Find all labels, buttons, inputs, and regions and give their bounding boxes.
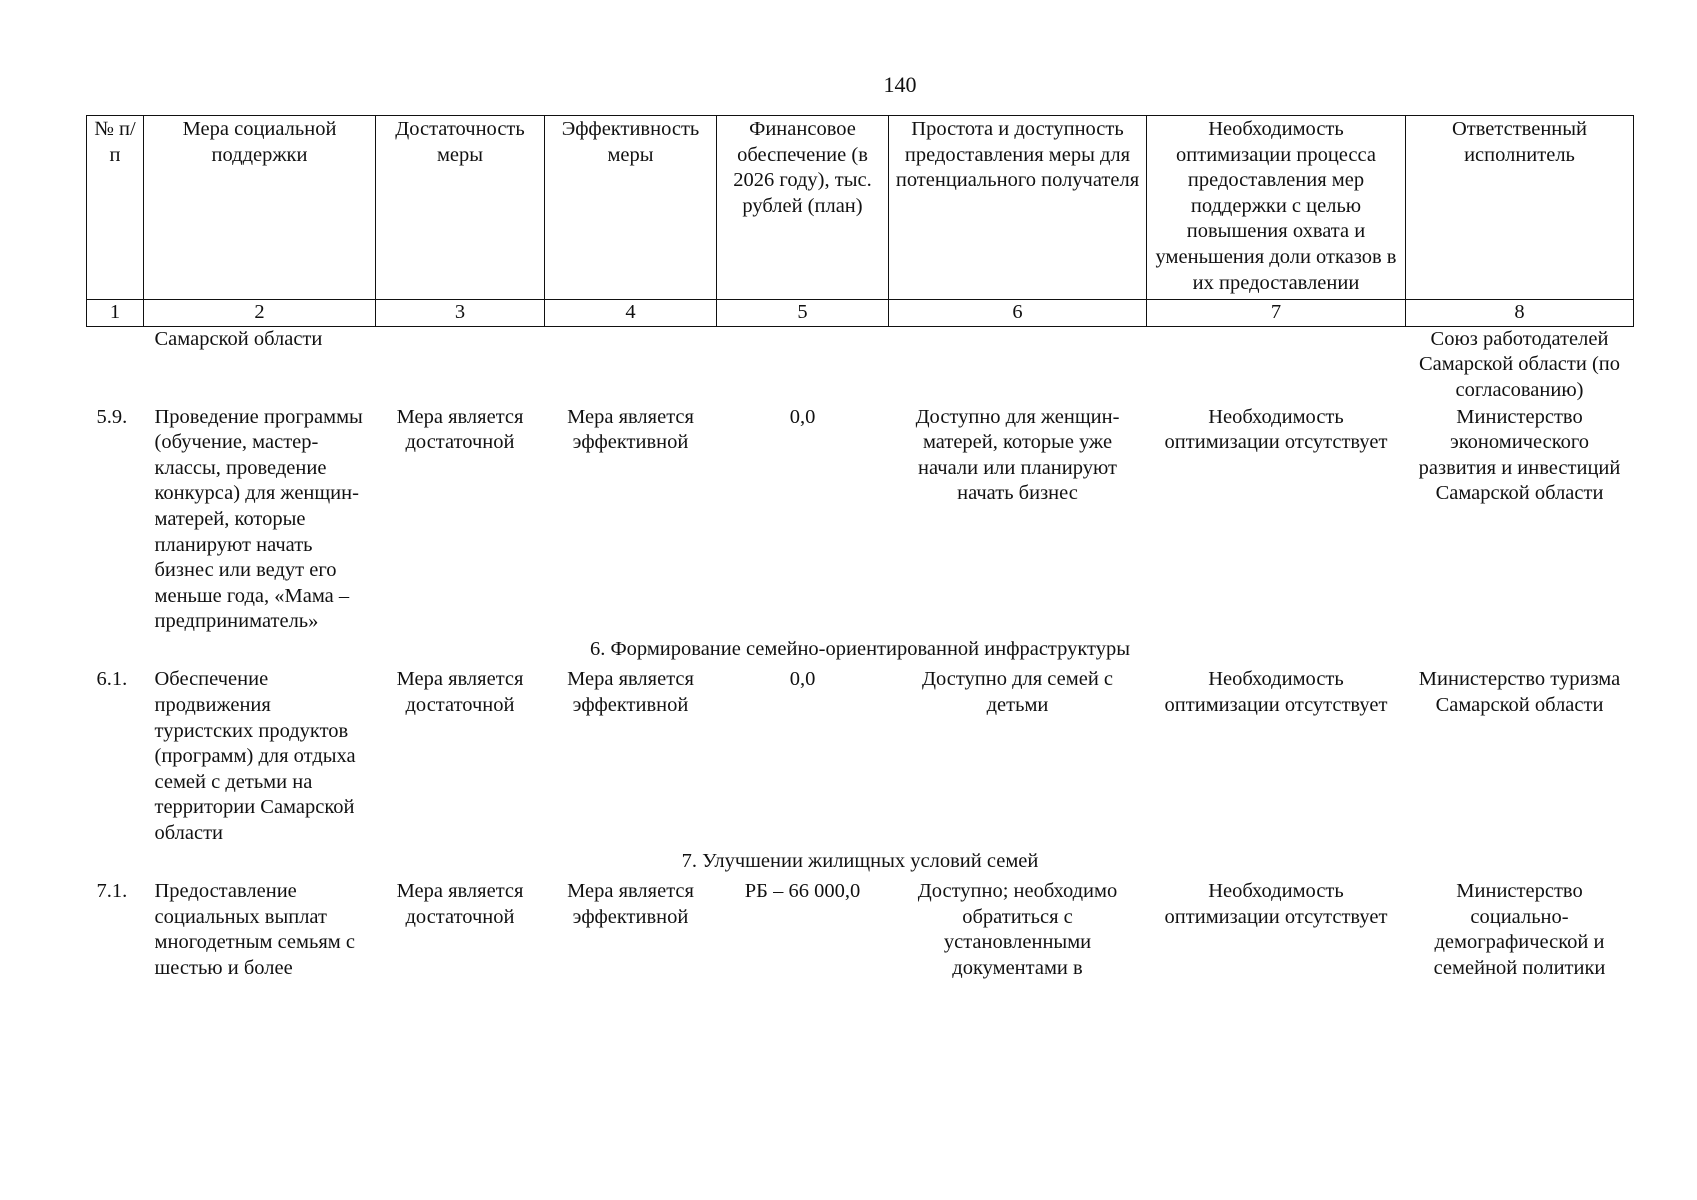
cell-effectiveness: Мера является эффективной [567,880,694,928]
cell-funding: 0,0 [789,668,816,691]
cell-measure: Проведение программы (обучение, мастер-классы, проведение конкурса) для женщин-матерей, которые планируют начать бизнес или ведут его меньше года, «Мама – предприниматель» [154,405,363,633]
cell-sufficiency: Мера является достаточной [396,405,524,454]
header-measure: Мера социальной поддержки [144,116,376,300]
cell-num: 7.1. [96,880,128,903]
cell-accessibility: Доступно; необходимо обратиться с установленными документами в [917,880,1118,979]
cell-executor: Министерство социально-демографической и семейной политики [1433,880,1606,979]
section-heading-row [87,849,1634,879]
section-heading: 7. Улучшении жилищных условий семей [681,849,1039,872]
page-number [0,72,1697,98]
continuation-row [87,326,1634,404]
column-number: 8 [1406,300,1634,327]
column-number: 7 [1147,300,1406,327]
cell-executor: Союз работодателей Самарской области (по согласованию) [1418,327,1621,401]
cell-executor: Министерство экономического развития и инвестиций Самарской области [1418,405,1621,505]
cell-optimization: Необходимость оптимизации отсутствует [1164,405,1388,454]
cell-accessibility: Доступно для женщин-матерей, которые уже начали или планируют начать бизнес [915,405,1120,505]
header-accessibility: Простота и доступность предоставления меры для потенциального получателя [889,116,1147,300]
column-number: 5 [717,300,889,327]
cell-accessibility: Доступно для семей с детьми [921,668,1114,717]
cell-empty [717,326,889,404]
cell-optimization: Необходимость оптимизации отсутствует [1164,880,1388,928]
header-sufficiency: Достаточность меры [376,116,545,300]
cell-optimization: Необходимость оптимизации отсутствует [1164,668,1388,717]
cell-empty [376,326,545,404]
section-heading: 6. Формирование семейно-ориентированной инфраструктуры [589,637,1131,660]
cell-num: 6.1. [96,668,128,691]
table-row [87,666,1634,848]
header-funding: Финансовое обеспечение (в 2026 году), тыс. рублей (план) [717,116,889,300]
page-number-text: 140 [883,72,917,97]
cell-empty [545,326,717,404]
cell-measure: Обеспечение продвижения туристских продуктов (программ) для отдыха семей с детьми на территории Самарской области [154,668,356,845]
cell-measure: Предоставление социальных выплат многодетным семьям с шестью и более [154,880,355,979]
header-effectiveness: Эффективность меры [545,116,717,300]
cell-num: 5.9. [96,405,128,428]
section-heading-row [87,637,1634,667]
support-measures-table [86,115,1634,982]
column-number: 6 [889,300,1147,327]
cell-empty [1147,326,1406,404]
column-number: 1 [87,300,144,327]
table-row [87,878,1634,981]
header-optimization: Необходимость оптимизации процесса предоставления мер поддержки с целью повышения охвата и уменьшения доли отказов в их предоставлении [1147,116,1406,300]
cell-num [87,326,144,404]
cell-empty [889,326,1147,404]
table-row [87,405,1634,637]
column-number: 3 [376,300,545,327]
cell-executor: Министерство туризма Самарской области [1418,668,1621,717]
cell-sufficiency: Мера является достаточной [396,880,524,928]
cell-effectiveness: Мера является эффективной [567,405,694,454]
cell-funding: 0,0 [789,405,816,428]
column-number-row [87,300,1634,327]
cell-sufficiency: Мера является достаточной [396,668,524,717]
header-num: № п/п [87,116,144,300]
cell-effectiveness: Мера является эффективной [567,668,694,717]
cell-funding: РБ – 66 000,0 [744,880,861,903]
column-number: 4 [545,300,717,327]
column-number: 2 [144,300,376,327]
header-row [87,116,1634,300]
cell-measure: Самарской области [154,327,323,350]
header-executor: Ответственный исполнитель [1406,116,1634,300]
